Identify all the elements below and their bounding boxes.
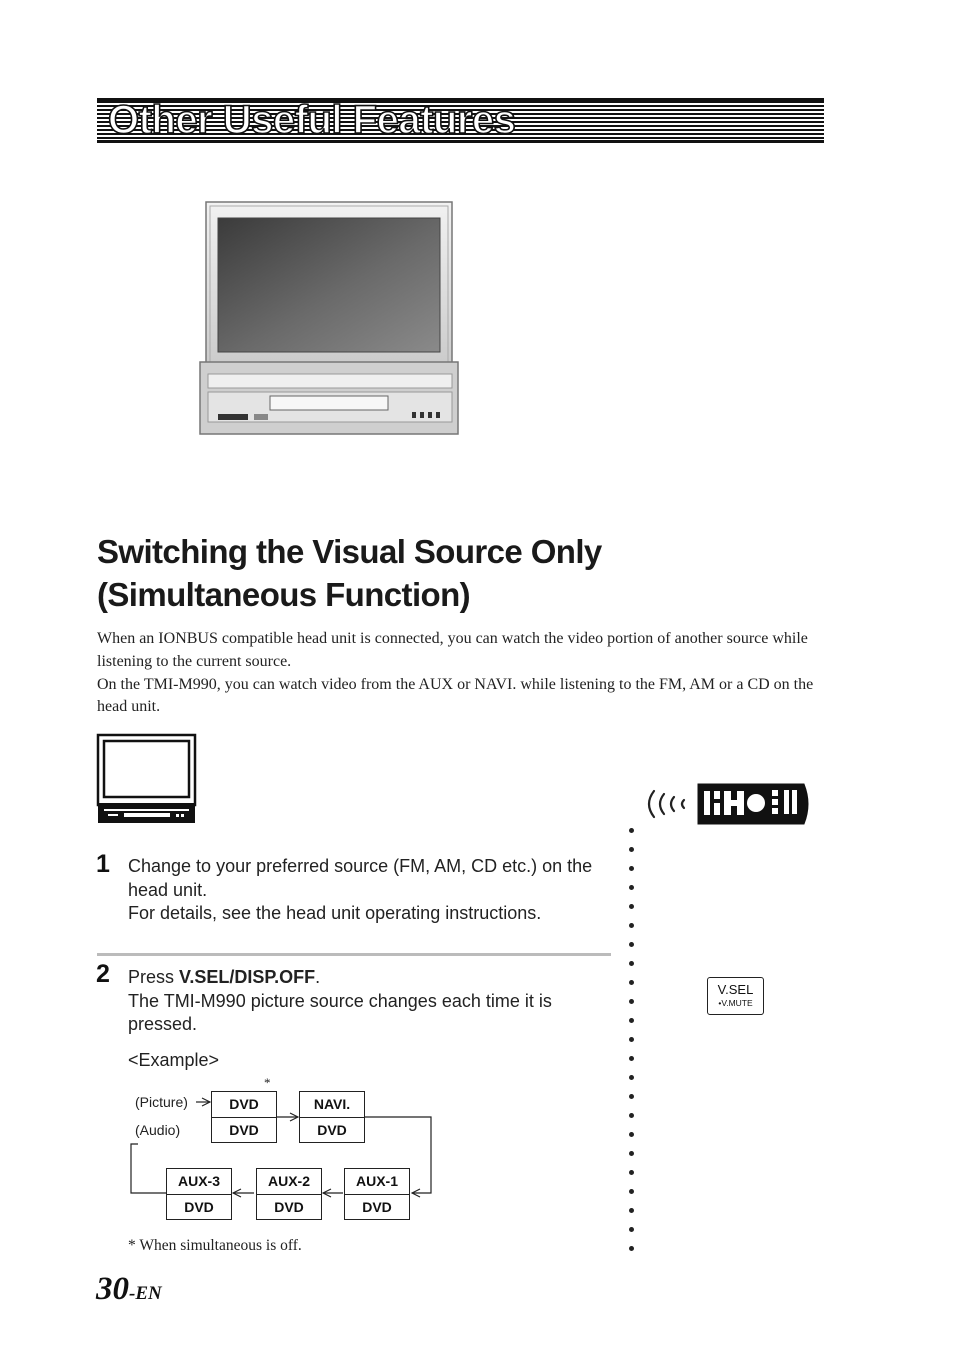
step-divider (97, 953, 611, 956)
dotted-separator (628, 828, 636, 1258)
flow-box-aux-2 (256, 1168, 322, 1220)
step-2-button-name: V.SEL/DISP.OFF (179, 967, 316, 987)
flow-box-audio: DVD (167, 1194, 231, 1220)
vsel-button-main-label: V.SEL (717, 982, 754, 997)
step-1-number: 1 (96, 850, 110, 878)
flow-box-picture: DVD (229, 1096, 259, 1112)
page-number-suffix: -EN (129, 1283, 162, 1304)
flow-box-aux-3 (166, 1168, 232, 1220)
footnote: * When simultaneous is off. (128, 1237, 302, 1254)
flow-box-picture: AUX-3 (177, 1173, 220, 1189)
page-number (96, 1271, 162, 1308)
intro-line-2: On the TMI-M990, you can watch video from the AUX or NAVI. while listening to the FM, AM or a CD on the head unit. (97, 675, 814, 716)
intro-line-1: When an IONBUS compatible head unit is connected, you can watch the video portion of another source while listening to the current source. (97, 630, 808, 670)
section-title (97, 530, 737, 616)
step-1-line-2: For details, see the head unit operating instructions. (128, 903, 542, 924)
vsel-button-sub-label: •V.MUTE (718, 998, 753, 1008)
flow-box-audio: DVD (300, 1117, 364, 1143)
step-2-line-2: The TMI-M990 picture source changes each time it is pressed. (128, 990, 552, 1035)
step-2-period: . (315, 967, 321, 987)
flow-box-picture: AUX-2 (267, 1173, 310, 1189)
page-number-value: 30 (96, 1271, 129, 1307)
flow-box-audio: DVD (345, 1194, 409, 1220)
signal-waves-icon (649, 791, 684, 817)
monitor-icon (96, 733, 198, 825)
flow-audio-label: (Audio) (135, 1122, 181, 1138)
section-title-line-1: Switching the Visual Source Only (97, 533, 602, 570)
flow-box-picture: NAVI. (313, 1096, 351, 1112)
step-1-line-1: Change to your preferred source (FM, AM, CD etc.) on the head unit. (128, 856, 593, 900)
flow-box-picture: AUX-1 (355, 1173, 398, 1189)
flow-box-navi (299, 1091, 365, 1143)
flow-asterisk: * (264, 1075, 271, 1090)
monitor-illustration (198, 198, 462, 438)
step-2-line-1 (128, 966, 618, 990)
flow-box-dvd (211, 1091, 277, 1143)
flow-box-aux-1 (344, 1168, 410, 1220)
step-2-text (128, 966, 618, 1037)
step-1-text (128, 855, 608, 926)
remote-control-icon (640, 779, 816, 829)
section-title-line-2: (Simultaneous Function) (97, 576, 471, 613)
vsel-button-icon (707, 977, 764, 1015)
intro-paragraph (97, 628, 827, 719)
example-label: <Example> (128, 1050, 220, 1070)
step-2-number: 2 (96, 960, 110, 988)
flow-box-audio: DVD (212, 1117, 276, 1143)
page-title: Other Useful Features (108, 98, 516, 142)
flow-box-audio: DVD (257, 1194, 321, 1220)
step-2-press-word: Press (128, 967, 180, 987)
flow-picture-label: (Picture) (135, 1094, 188, 1110)
